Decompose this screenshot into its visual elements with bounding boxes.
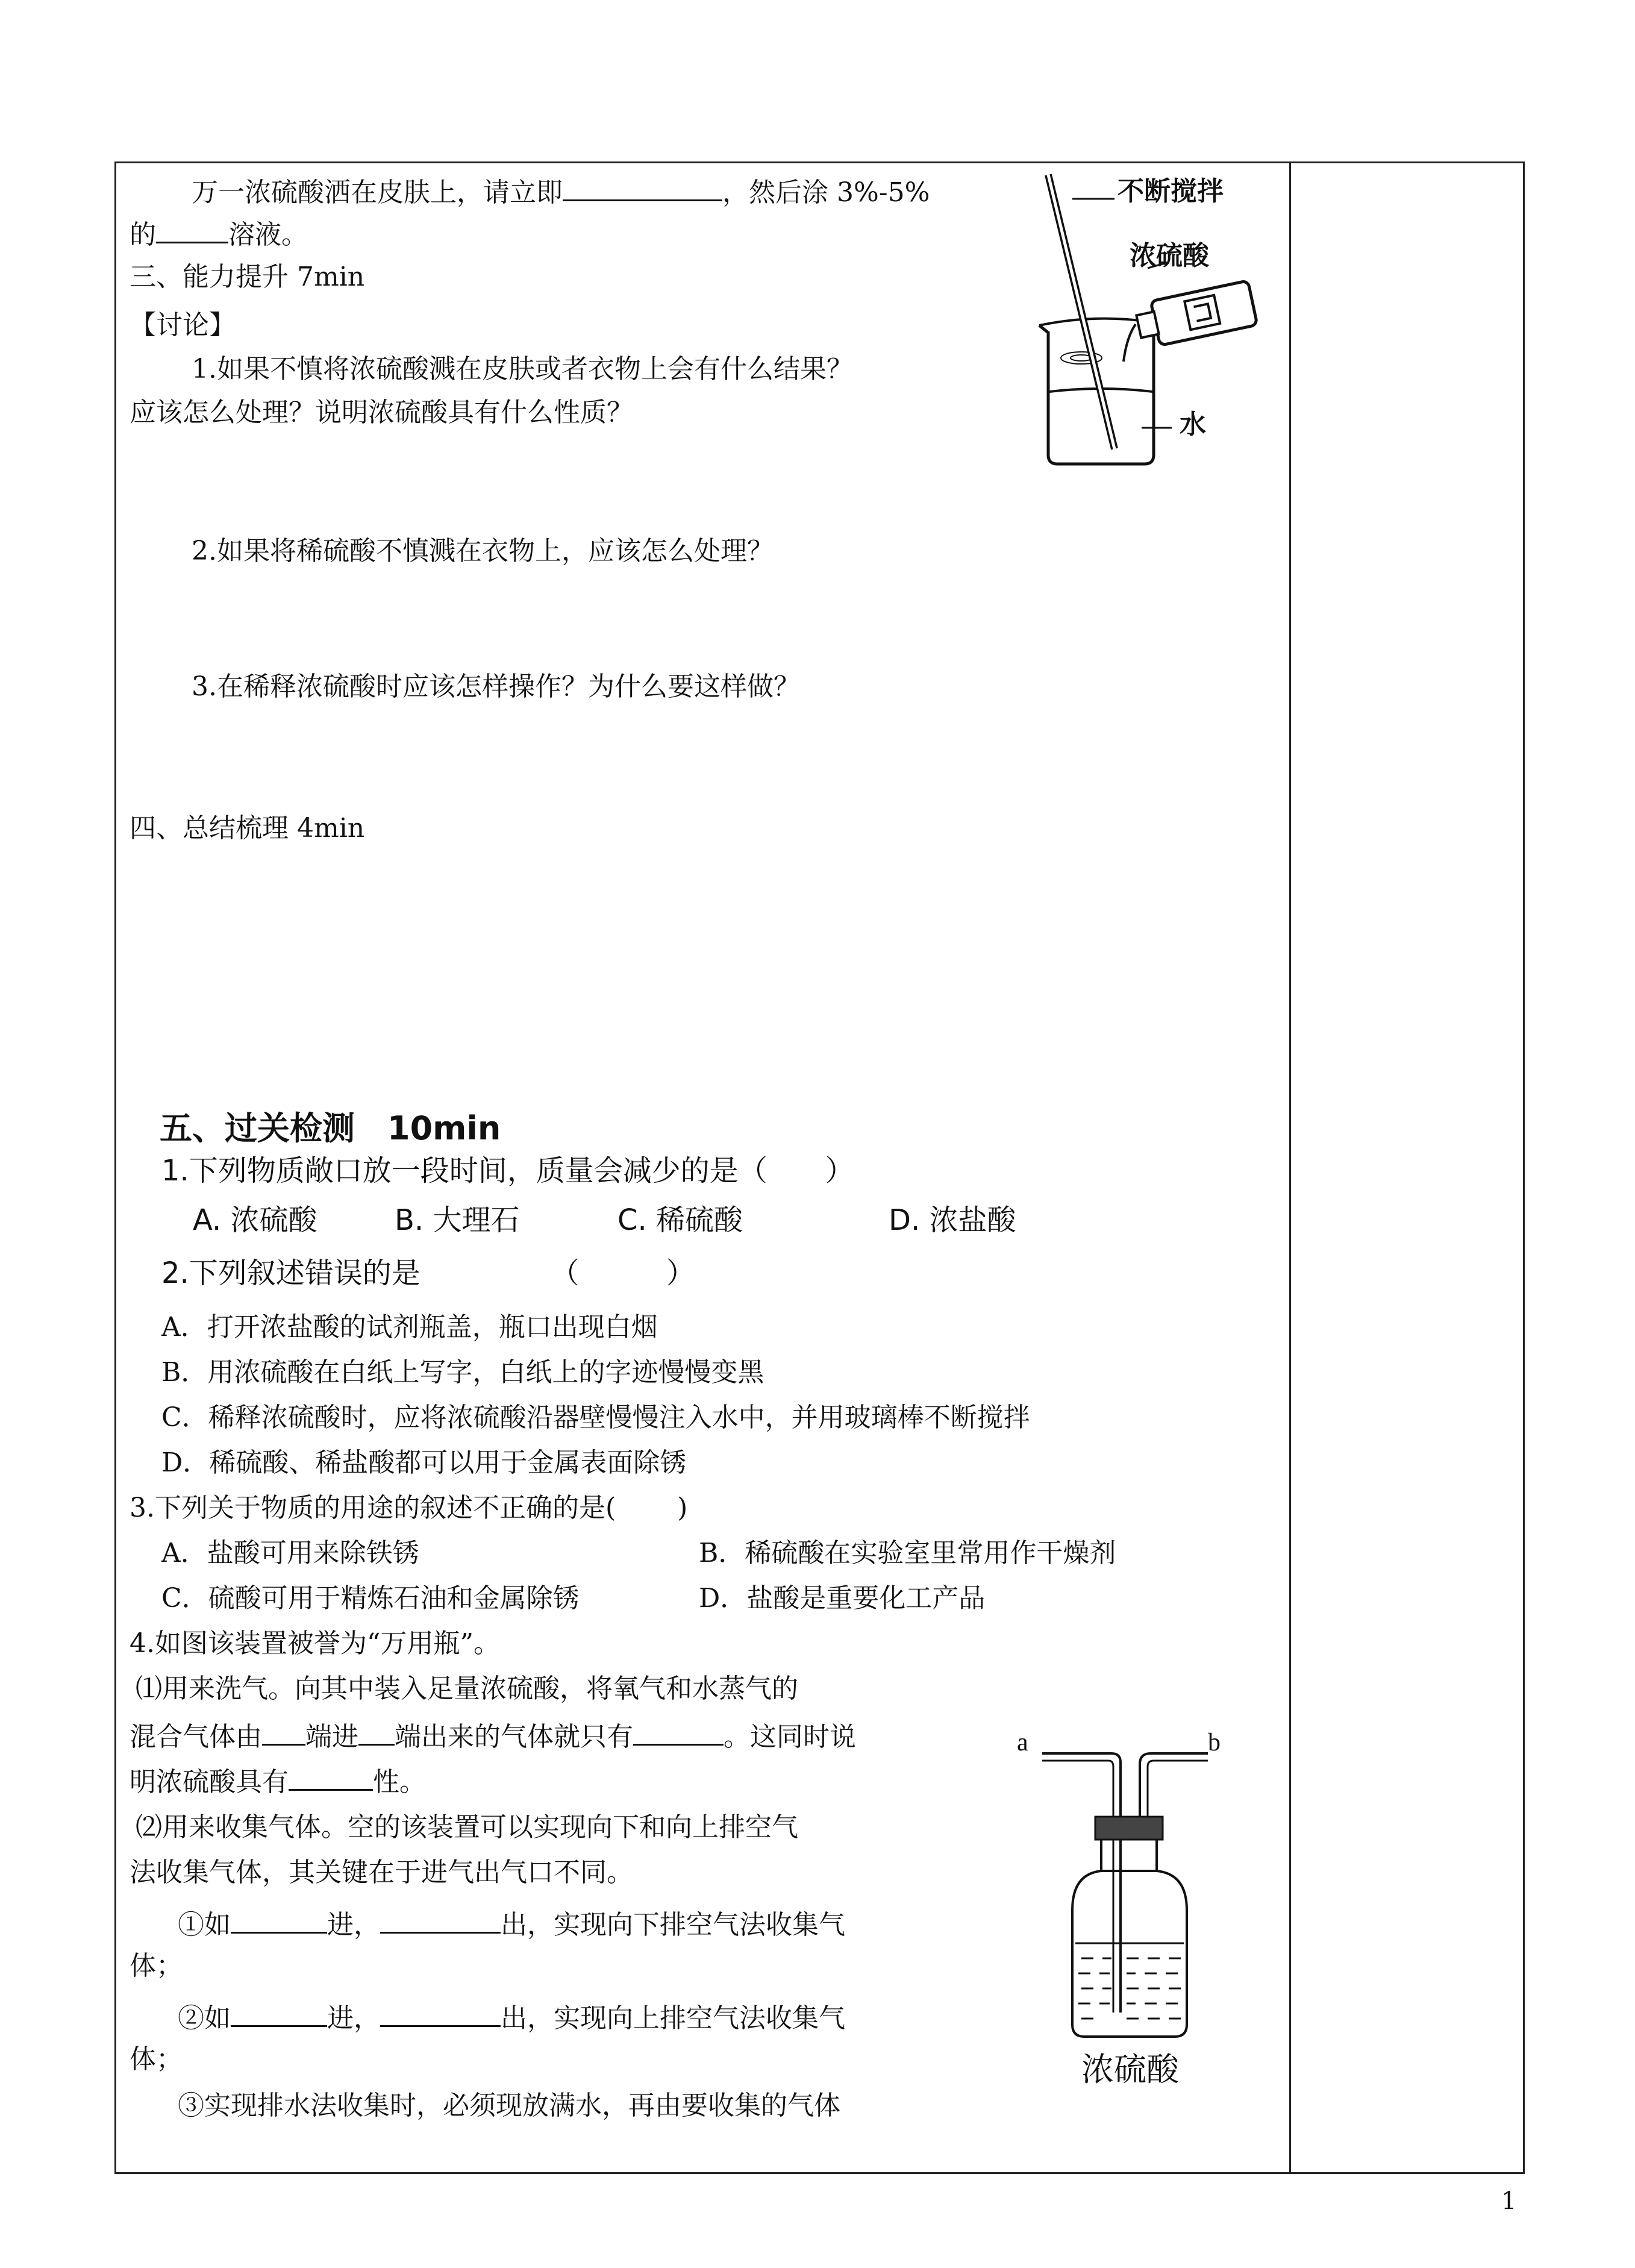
q5-4-1-line2-a: 混合气体由 (130, 1721, 262, 1752)
blank-up-out[interactable] (380, 1997, 501, 2027)
page-number: 1 (1501, 2187, 1517, 2215)
q5-2-option-c[interactable]: C．稀释浓硫酸时，应将浓硫酸沿器壁慢慢注入水中，并用玻璃棒不断搅拌 (161, 1402, 1030, 1433)
q5-4-2-ii (178, 1997, 845, 2037)
q5-1-option-c[interactable]: C. 稀硫酸 (617, 1203, 743, 1237)
discussion-q2: 2.如果将稀硫酸不慎溅在衣物上，应该怎么处理？ (192, 536, 774, 566)
figure1-label-acid: 浓硫酸 (1130, 240, 1209, 271)
blank-gas[interactable] (633, 1716, 724, 1746)
q5-4-2-line1: ⑵用来收集气体。空的该装置可以实现向下和向上排空气 (136, 1812, 798, 1843)
q5-1-option-b[interactable]: B. 大理石 (395, 1203, 520, 1237)
section-5-title: 五、过关检测 10min (160, 1109, 501, 1147)
q5-2-option-b[interactable]: B．用浓硫酸在白纸上写字，白纸上的字迹慢慢变黑 (161, 1357, 764, 1388)
blank-down-out[interactable] (380, 1904, 501, 1934)
q5-4-1-line2-b: 端进 (305, 1721, 358, 1752)
q5-3-option-a[interactable]: A．盐酸可用来除铁锈 (161, 1538, 419, 1568)
q5-4-1-line2-d: 。这同时说 (724, 1721, 856, 1752)
discussion-q1-line1: 1.如果不慎将浓硫酸溅在皮肤或者衣物上会有什么结果？ (192, 354, 853, 384)
q5-4-1-line2 (130, 1716, 856, 1755)
figure2-label-b: b (1208, 1729, 1221, 1756)
q5-4-2-i-b: 进， (327, 1909, 380, 1940)
q5-4-2-ii-a: ②如 (178, 2003, 231, 2034)
section-4-title: 四、总结梳理 4min (130, 813, 365, 844)
q5-4-1-line3-a: 明浓硫酸具有 (130, 1767, 289, 1797)
blank-immediate-action[interactable] (563, 172, 722, 201)
figure2-label-a: a (1017, 1729, 1028, 1756)
discussion-heading: 【讨论】 (130, 310, 236, 340)
dilution-figure-drawing (1024, 163, 1265, 476)
figure1-label-stir: 不断搅拌 (1118, 176, 1224, 207)
q5-4-2-ii-c: 出，实现向上排空气法收集气 (501, 2003, 845, 2034)
intro-line-2-pre: 的 (130, 219, 156, 250)
q5-4-1-line1: ⑴用来洗气。向其中装入足量浓硫酸，将氧气和水蒸气的 (136, 1673, 798, 1704)
q5-1-option-a[interactable]: A. 浓硫酸 (193, 1203, 317, 1237)
intro-line-2 (130, 214, 308, 253)
q5-4-2-i (178, 1904, 845, 1943)
figure2-label-acid: 浓硫酸 (1081, 2050, 1179, 2088)
q5-4-2-iii: ③实现排水法收集时，必须现放满水，再由要收集的气体 (178, 2090, 840, 2121)
q5-2-option-d[interactable]: D．稀硫酸、稀盐酸都可以用于金属表面除锈 (161, 1447, 687, 1478)
section-3-title: 三、能力提升 7min (130, 262, 365, 292)
blank-outlet[interactable] (358, 1716, 395, 1746)
q5-4-2-line2: 法收集气体，其关键在于进气出气口不同。 (130, 1857, 633, 1888)
wash-bottle-drawing (1036, 1711, 1235, 2049)
intro-line-1-post: ，然后涂 3%-5% (722, 177, 930, 208)
q5-3-option-c[interactable]: C．硫酸可用于精炼石油和金属除锈 (161, 1583, 580, 1614)
wash-bottle-figure (1036, 1711, 1235, 2049)
q5-4-2-ii-end: 体； (130, 2044, 183, 2075)
blank-property[interactable] (289, 1761, 373, 1791)
q5-4-2-i-c: 出，实现向下排空气法收集气 (501, 1909, 845, 1940)
q5-3-option-b[interactable]: B．稀硫酸在实验室里常用作干燥剂 (699, 1538, 1116, 1568)
table-column-divider (1289, 161, 1291, 2174)
blank-up-in[interactable] (231, 1997, 327, 2027)
q5-1: 1.下列物质敞口放一段时间，质量会减少的是（ ） (161, 1154, 854, 1188)
q5-4: 4.如图该装置被誉为“万用瓶”。 (130, 1628, 500, 1659)
intro-line-1-pre: 万一浓硫酸洒在皮肤上，请立即 (192, 177, 563, 208)
q5-4-2-i-end: 体； (130, 1950, 183, 1981)
blank-down-in[interactable] (231, 1904, 327, 1934)
q5-2-option-a[interactable]: A．打开浓盐酸的试剂瓶盖，瓶口出现白烟 (161, 1312, 658, 1342)
intro-line-2-post: 溶液。 (228, 219, 308, 250)
q5-3-option-d[interactable]: D．盐酸是重要化工产品 (699, 1583, 986, 1614)
q5-4-2-i-a: ①如 (178, 1909, 231, 1940)
q5-4-2-ii-b: 进， (327, 2003, 380, 2034)
q5-1-option-d[interactable]: D. 浓盐酸 (889, 1203, 1016, 1237)
q5-4-1-line2-c: 端出来的气体就只有 (395, 1721, 633, 1752)
figure1-label-water: 水 (1180, 409, 1206, 440)
q5-2: 2.下列叙述错误的是 （ ） (161, 1256, 695, 1290)
blank-solution[interactable] (156, 214, 228, 243)
intro-line-1 (192, 172, 930, 211)
dilution-figure (1024, 163, 1265, 476)
q5-3: 3.下列关于物质的用途的叙述不正确的是( ) (130, 1493, 688, 1523)
discussion-q1-line2: 应该怎么处理？说明浓硫酸具有什么性质？ (130, 397, 633, 428)
discussion-q3: 3.在稀释浓硫酸时应该怎样操作？为什么要这样做？ (192, 671, 800, 702)
q5-4-1-line3-b: 性。 (373, 1767, 426, 1797)
q5-4-1-line3 (130, 1761, 426, 1800)
blank-inlet[interactable] (262, 1716, 305, 1746)
